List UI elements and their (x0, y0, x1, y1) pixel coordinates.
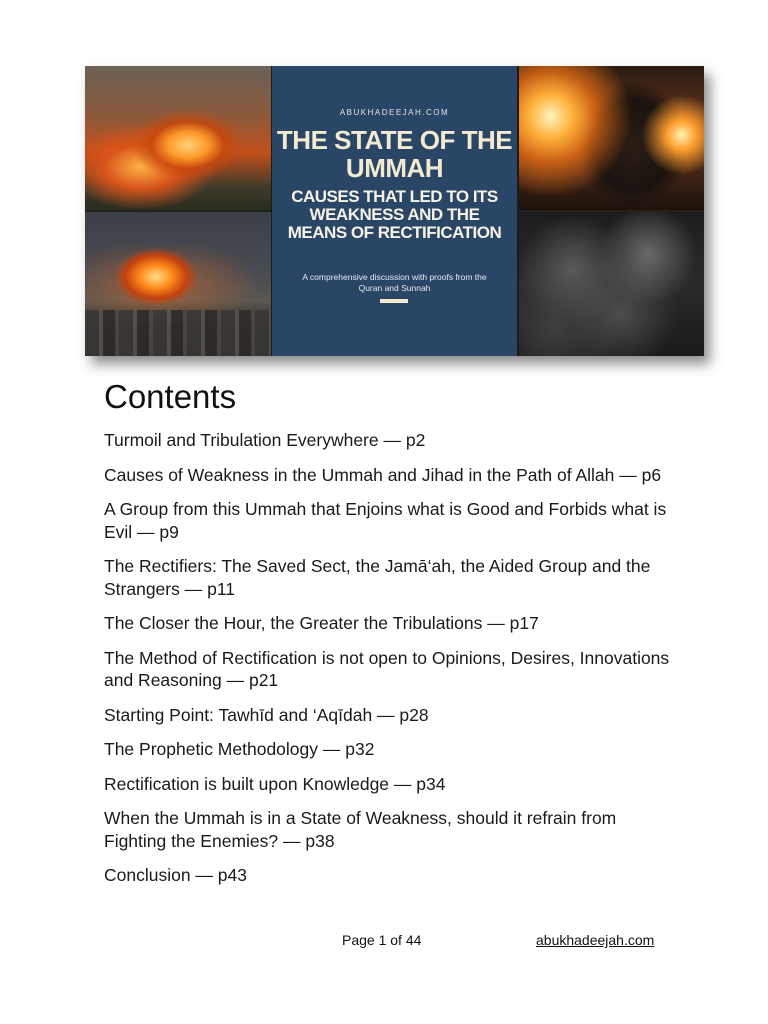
toc-item[interactable]: A Group from this Ummah that Enjoins what is Good and Forbids what is Evil — p9 (104, 499, 667, 542)
website-link[interactable]: abukhadeejah.com (536, 932, 655, 948)
toc-item[interactable]: Rectification is built upon Knowledge — p34 (104, 773, 446, 794)
toc-item[interactable]: Starting Point: Tawhīd and ‘Aqīdah — p28 (104, 704, 429, 725)
smoke-photo (517, 212, 704, 356)
toc-item[interactable]: The Prophetic Methodology — p32 (104, 739, 375, 759)
banner-tagline: A comprehensive discussion with proofs from the Quran and Sunnah (302, 272, 487, 293)
wildfire-photo (85, 66, 272, 210)
title-panel (272, 66, 517, 356)
banner-title: THE STATE OF THE UMMAH (276, 125, 513, 183)
banner-site-label: ABUKHADEEJAH.COM (339, 108, 450, 117)
page-number: Page 1 of 44 (342, 932, 422, 948)
toc-item[interactable]: The Rectifiers: The Saved Sect, the Jamā‘ah, the Aided Group and the Strangers — p11 (104, 556, 651, 599)
toc-item[interactable]: Causes of Weakness in the Ummah and Jihad in the Path of Allah — p6 (104, 464, 662, 485)
toc-item[interactable]: When the Ummah is in a State of Weakness, should it refrain from Fighting the Enemies? — p38 (104, 808, 617, 851)
city-skyline (85, 310, 272, 356)
toc-item[interactable]: The Closer the Hour, the Greater the Tribulations — p17 (104, 613, 539, 633)
table-of-contents (104, 429, 674, 899)
toc-item[interactable]: Turmoil and Tribulation Everywhere — p2 (104, 430, 426, 450)
toc-item[interactable]: The Method of Rectification is not open to Opinions, Desires, Innovations and Reasoning — p21 (104, 647, 670, 690)
decorative-bar (380, 299, 408, 303)
protester-photo (517, 66, 704, 210)
contents-heading: Contents (104, 378, 237, 415)
toc-item[interactable]: Conclusion — p43 (104, 865, 247, 885)
cover-banner (85, 66, 704, 356)
banner-divider (517, 66, 519, 356)
banner-subtitle: CAUSES THAT LED TO ITS WEAKNESS AND THE MEANS OF RECTIFICATION (287, 187, 502, 242)
explosion-photo (85, 212, 272, 356)
